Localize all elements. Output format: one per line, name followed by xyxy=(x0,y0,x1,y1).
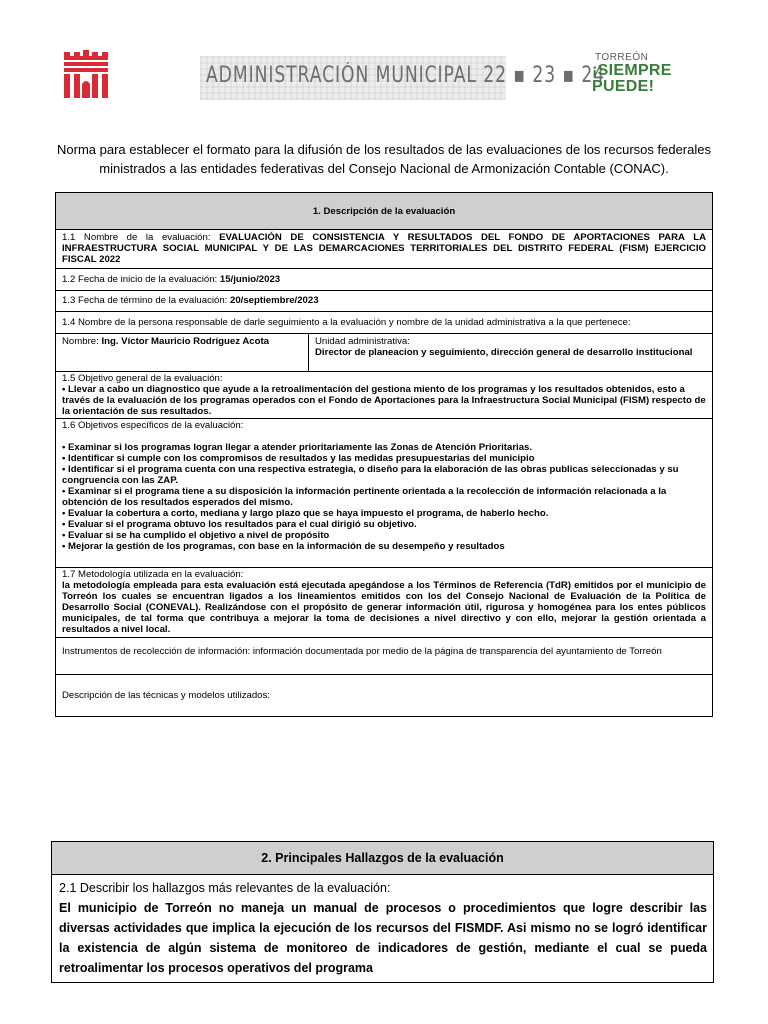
general-objective-value: • Llevar a cabo un diagnostico que ayude a la retroalimentación del gestiona miento de los programas y los resultados obtenidos, esto a través de la evaluación de los programas operados con el Fondo de Aportaciones para la Infraestructura Social Municipal (FISM) respecto de la orientación de sus resultados. xyxy=(62,384,706,417)
section1-title: 1. Descripción de la evaluación xyxy=(56,193,712,230)
responsible-label: 1.4 Nombre de la persona responsable de darle seguimiento a la evaluación y nombre de la unidad administrativa a la que pertenece: xyxy=(62,317,631,328)
nombre-label: Nombre: xyxy=(62,336,102,347)
intro-paragraph: Norma para establecer el formato para la difusión de los resultados de las evaluaciones de los recursos federales ministrados a las entidades federativas del Consejo Nacional de Armonización Contable (CONAC). xyxy=(57,142,711,176)
methodology-label: 1.7 Metodología utilizada en la evaluación: xyxy=(62,569,244,580)
document-header xyxy=(0,48,768,104)
responsible-name-cell xyxy=(56,334,309,371)
list-item: • Evaluar si el programa obtuvo los resultados para el cual dirigió su objetivo. xyxy=(62,519,417,530)
administration-banner xyxy=(200,56,606,100)
specific-objectives-label: 1.6 Objetivos específicos de la evaluación: xyxy=(62,420,244,431)
banner-text: ADMINISTRACIÓN MUNICIPAL 22 ▪ 23 ▪ 24 xyxy=(206,63,606,88)
end-date-row xyxy=(56,291,712,312)
specific-objectives-list xyxy=(62,442,706,552)
nombre-value: Ing. Víctor Mauricio Rodríguez Acota xyxy=(101,336,270,347)
start-date-value: 15/junio/2023 xyxy=(219,274,281,285)
unidad-value: Director de planeacion y seguimiento, dirección general de desarrollo institucional xyxy=(315,347,693,358)
list-item: • Identificar si el programa cuenta con una respectiva estrategia, o diseño para la elaboración de las obras publicas seleccionadas y su congruencia con las ZAP. xyxy=(62,464,679,486)
methodology-value: la metodología empleada para esta evaluación está ejecutada apegándose a los Términos de Referencia (TdR) emitidos por el municipio de Torreón los cuales se encuentran ligados a los lineamientos emitidos con los del Consejo Nacional de Evaluación de la Política de Desarrollo Social (CONEVAL). Realizándose con el propósito de generar información útil, rigurosa y homogénea para los entes públicos municipales, de tal forma que contribuya a mejorar la toma de decisiones a nivel directivo y con ello, mejorar la gestión orientada a resultados a nivel local. xyxy=(62,580,706,635)
techniques-text: Descripción de las técnicas y modelos utilizados: xyxy=(62,690,270,701)
general-objective-row xyxy=(56,372,712,419)
section2-title: 2. Principales Hallazgos de la evaluación xyxy=(52,842,713,875)
findings-body xyxy=(52,875,713,982)
list-item: • Evaluar si se ha cumplido el objetivo a nivel de propósito xyxy=(62,530,330,541)
responsible-row xyxy=(56,312,712,334)
list-item: • Examinar si el programa tiene a su disposición la información pertinente orientada a la recolección de información relacionada a la obtención de los resultados esperados del mismo. xyxy=(62,486,667,508)
evaluation-name-label: 1.1 Nombre de la evaluación: xyxy=(62,232,220,243)
findings-table xyxy=(51,841,714,983)
torreon-label: TORREÓN xyxy=(595,52,649,63)
end-date-label: 1.3 Fecha de término de la evaluación: xyxy=(62,295,230,306)
administrative-unit-cell xyxy=(309,334,712,371)
findings-label: 2.1 Describir los hallazgos más relevantes de la evaluación: xyxy=(59,881,391,895)
evaluation-name-value: EVALUACIÓN DE CONSISTENCIA Y RESULTADOS DEL FONDO DE APORTACIONES PARA LA INFRAESTRUCTURA SOCIAL MUNICIPAL Y DE LAS DEMARCACIONES TERRITORIALES DEL DISTRITO FEDERAL (FISM) EJERCICIO FISCAL 2022 xyxy=(62,232,706,265)
list-item: • Mejorar la gestión de los programas, con base en la información de su desempeño y resultados xyxy=(62,541,505,552)
responsible-detail-row xyxy=(56,334,712,372)
methodology-row xyxy=(56,568,712,638)
unidad-label: Unidad administrativa: xyxy=(315,336,410,347)
evaluation-name-row xyxy=(56,230,712,269)
instruments-row xyxy=(56,638,712,675)
start-date-row xyxy=(56,269,712,291)
instruments-text: Instrumentos de recolección de información: información documentada por medio de la página de transparencia del ayuntamiento de Torreón xyxy=(62,646,662,657)
evaluation-description-table xyxy=(55,192,713,717)
list-item: • Examinar si los programas logran llegar a atender prioritariamente las Zonas de Atención Prioritarias. xyxy=(62,442,533,453)
list-item: • Evaluar la cobertura a corto, mediana y largo plazo que se haya impuesto el programa, de haberlo hecho. xyxy=(62,508,549,519)
start-date-label: 1.2 Fecha de inicio de la evaluación: xyxy=(62,274,220,285)
specific-objectives-row xyxy=(56,419,712,568)
torreon-slogan-logo xyxy=(592,52,682,95)
general-objective-label: 1.5 Objetivo general de la evaluación: xyxy=(62,373,223,384)
findings-text: El municipio de Torreón no maneja un manual de procesos o procedimientos que logre describir las diversas actividades que implica la ejecución de los recursos del FISMDF. Asi mismo no se logró identificar la existencia de algún sistema de monitoreo de indicadores de gestión, mediante el cual se pueda retroalimentar los procesos operativos del programa xyxy=(59,901,707,975)
list-item: • Identificar si cumple con los compromisos de resultados y las medidas presupuestarias del municipio xyxy=(62,453,535,464)
techniques-row xyxy=(56,675,712,716)
slogan-line-2: PUEDE! xyxy=(592,78,655,95)
end-date-value: 20/septiembre/2023 xyxy=(230,295,319,306)
castle-logo-icon xyxy=(62,50,110,100)
slogan-line-1: ¡SIEMPRE xyxy=(592,62,672,79)
